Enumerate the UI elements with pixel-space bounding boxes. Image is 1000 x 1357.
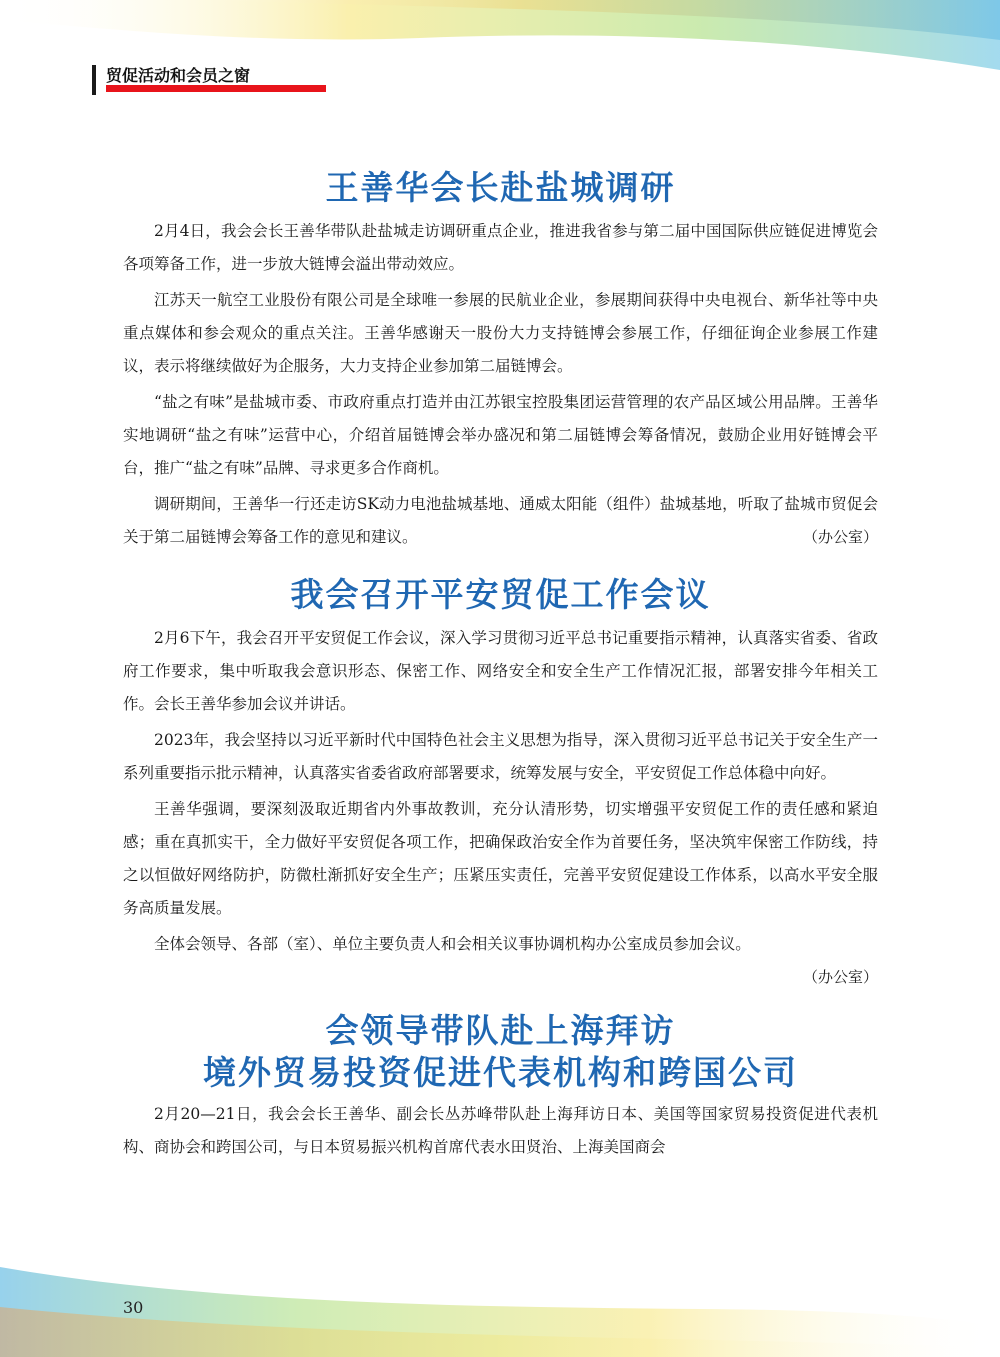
page-number: 30 xyxy=(123,1298,144,1317)
article-3-title xyxy=(123,1010,878,1094)
article-1-source: （办公室） xyxy=(802,528,878,546)
article-2 xyxy=(123,572,878,994)
article-1-paragraph-3: “盐之有味”是盐城市委、市政府重点打造并由江苏银宝控股集团运营管理的农产品区域公用品牌。王善华实地调研“盐之有味”运营中心，介绍首届链博会举办盛况和第二届链博会筹备情况，鼓励企业用好链博会平台，推广“盐之有味”品牌、寻求更多合作商机。 xyxy=(123,393,878,477)
article-1-title: 王善华会长赴盐城调研 xyxy=(325,168,676,207)
article-1-paragraph-2: 江苏天一航空工业股份有限公司是全球唯一参展的民航业企业，参展期间获得中央电视台、新华社等中央重点媒体和参会观众的重点关注。王善华感谢天一股份大力支持链博会参展工作，仔细征询企业参展工作建议，表示将继续做好为企服务，大力支持企业参加第二届链博会。 xyxy=(123,291,878,375)
section-tag-bar xyxy=(92,65,96,95)
article-3-title-line-2: 境外贸易投资促进代表机构和跨国公司 xyxy=(203,1053,798,1092)
article-1-paragraph-1: 2月4日，我会会长王善华带队赴盐城走访调研重点企业，推进我省参与第二届中国国际供应链促进博览会各项筹备工作，进一步放大链博会溢出带动效应。 xyxy=(123,222,878,273)
article-3-paragraph-1: 2月20—21日，我会会长王善华、副会长丛苏峰带队赴上海拜访日本、美国等国家贸易投资促进代表机构、商协会和跨国公司，与日本贸易振兴机构首席代表水田贤治、上海美国商会 xyxy=(123,1105,878,1156)
article-2-paragraph-1: 2月6下午，我会召开平安贸促工作会议，深入学习贯彻习近平总书记重要指示精神，认真落实省委、省政府工作要求，集中听取我会意识形态、保密工作、网络安全和安全生产工作情况汇报，部署安排今年相关工作。会长王善华参加会议并讲话。 xyxy=(123,629,878,713)
article-2-paragraph-2: 2023年，我会坚持以习近平新时代中国特色社会主义思想为指导，深入贯彻习近平总书记关于安全生产一系列重要指示批示精神，认真落实省委省政府部署要求，统筹发展与安全，平安贸促工作总体稳中向好。 xyxy=(123,731,878,782)
article-3-title-line-1: 会领导带队赴上海拜访 xyxy=(325,1011,676,1050)
article-1-paragraph-4: 调研期间，王善华一行还走访SK动力电池盐城基地、通威太阳能（组件）盐城基地，听取了盐城市贸促会关于第二届链博会筹备工作的意见和建议。 xyxy=(123,495,878,546)
top-decoration xyxy=(0,0,1000,110)
section-tag-underline xyxy=(106,85,326,92)
article-3 xyxy=(123,1010,878,1164)
page-content xyxy=(123,165,878,1164)
bottom-decoration xyxy=(0,1247,1000,1357)
article-2-paragraph-4: 全体会领导、各部（室）、单位主要负责人和会相关议事协调机构办公室成员参加会议。 xyxy=(154,935,751,953)
article-2-source: （办公室） xyxy=(802,968,878,986)
article-1 xyxy=(123,165,878,554)
article-2-title: 我会召开平安贸促工作会议 xyxy=(290,575,711,614)
article-2-paragraph-3: 王善华强调，要深刻汲取近期省内外事故教训，充分认清形势，切实增强平安贸促工作的责任感和紧迫感；重在真抓实干，全力做好平安贸促各项工作，把确保政治安全作为首要任务，坚决筑牢保密工作防线，持之以恒做好网络防护，防微杜渐抓好安全生产；压紧压实责任，完善平安贸促建设工作体系，以高水平安全服务高质量发展。 xyxy=(123,800,878,917)
section-tag-label: 贸促活动和会员之窗 xyxy=(106,66,251,85)
